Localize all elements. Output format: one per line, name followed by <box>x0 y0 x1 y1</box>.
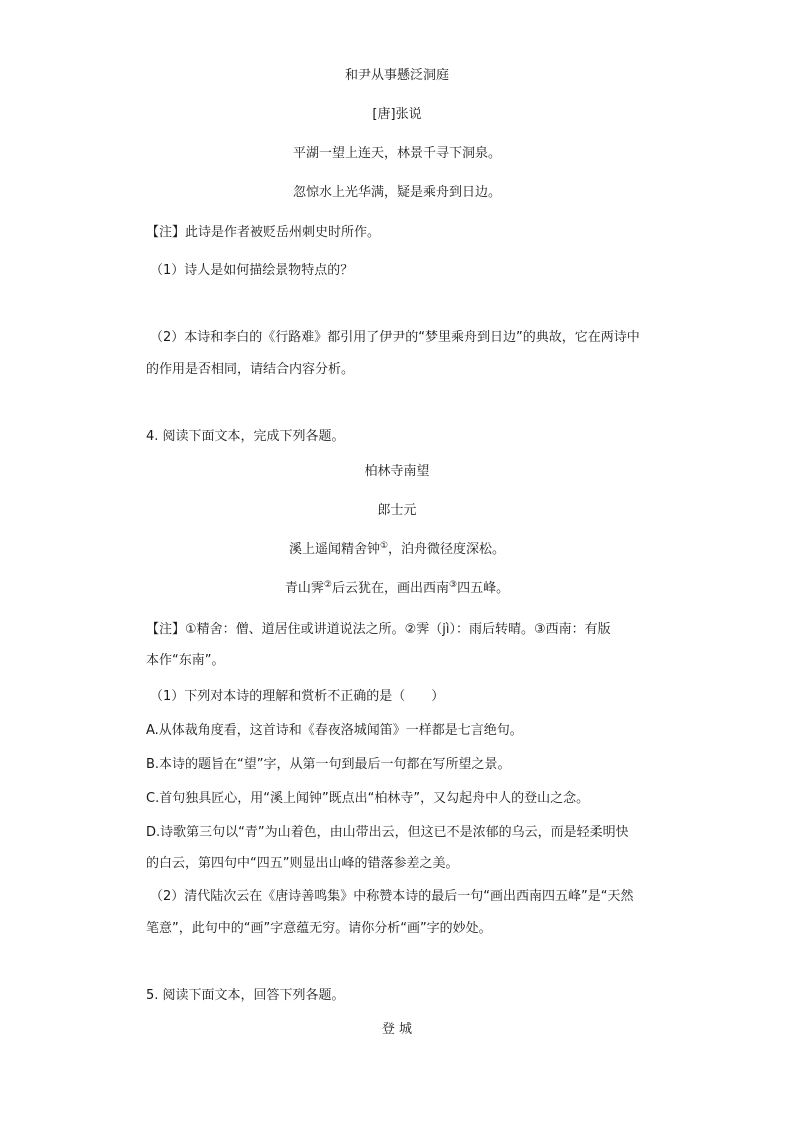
footnote-marker-3: ③ <box>449 580 458 590</box>
poem2-note-line1: 【注】①精舍：僧、道居住或讲道说法之所。②霁（jì）：雨后转晴。③西南：有版 <box>146 622 611 637</box>
poem1-question-2-line1: （2）本诗和李白的《行路难》都引用了伊尹的“梦里乘舟到日边”的典故，它在两诗中 <box>150 330 640 345</box>
poem2-question-2-line2: 笔意”，此句中的“画”字意蕴无穷。请你分析“画”字的妙处。 <box>146 921 492 936</box>
section5-heading: 5. 阅读下面文本，回答下列各题。 <box>146 988 345 1003</box>
poem2-line1-part2: ，泊舟微径度深松。 <box>388 542 506 557</box>
option-b: B.本诗的题旨在“望”字，从第一句到最后一句都在写所望之景。 <box>146 757 511 772</box>
poem2-line2-part2: 后云犹在，画出西南 <box>331 581 449 596</box>
poem1-line1: 平湖一望上连天，林景千寻下洞泉。 <box>292 146 501 161</box>
poem1-author: [唐]张说 <box>372 107 422 122</box>
footnote-marker-1: ① <box>379 541 389 551</box>
poem1-title: 和尹从事懸泛洞庭 <box>344 68 449 83</box>
poem2-question-2-line1: （2）清代陆次云在《唐诗善鸣集》中称赞本诗的最后一句“画出西南四五峰”是“天然 <box>150 889 634 904</box>
poem2-author: 郎士元 <box>377 503 417 518</box>
section4-heading: 4. 阅读下面文本，完成下列各题。 <box>146 429 345 444</box>
poem2-line2 <box>0 580 794 598</box>
poem2-line2-part3: 四五峰。 <box>457 581 510 596</box>
poem1-question-1: （1）诗人是如何描绘景物特点的？ <box>150 263 354 278</box>
option-a: A.从体裁角度看，这首诗和《春夜洛城闻笛》一样都是七言绝句。 <box>146 723 523 738</box>
poem2-question-1: （1）下列对本诗的理解和赏析不正确的是（ ） <box>150 689 445 704</box>
option-d-line1: D.诗歌第三句以“青”为山着色，由山带出云，但这已不是浓郁的乌云，而是轻柔明快 <box>146 825 629 840</box>
poem2-line1-part1: 溪上遥闻精舍钟 <box>288 542 380 557</box>
poem1-note: 【注】此诗是作者被贬岳州刺史时所作。 <box>146 225 381 240</box>
poem3-title: 登 城 <box>381 1022 413 1037</box>
footnote-marker-2: ② <box>323 580 332 590</box>
option-d-line2: 的白云，第四句中“四五”则显出山峰的错落参差之美。 <box>146 856 459 871</box>
poem2-line2-part1: 青山霁 <box>284 581 324 596</box>
poem2-line1 <box>0 541 794 559</box>
option-c: C.首句独具匠心，用“溪上闻钟”既点出“柏林寺”，又勾起舟中人的登山之念。 <box>146 791 590 806</box>
poem1-line2: 忽惊水上光华满，疑是乘舟到日边。 <box>292 185 501 200</box>
poem1-question-2-line2: 的作用是否相同，请结合内容分析。 <box>146 362 355 377</box>
poem2-note-line2: 本作“东南”。 <box>146 653 225 668</box>
poem2-title: 柏林寺南望 <box>364 464 430 479</box>
